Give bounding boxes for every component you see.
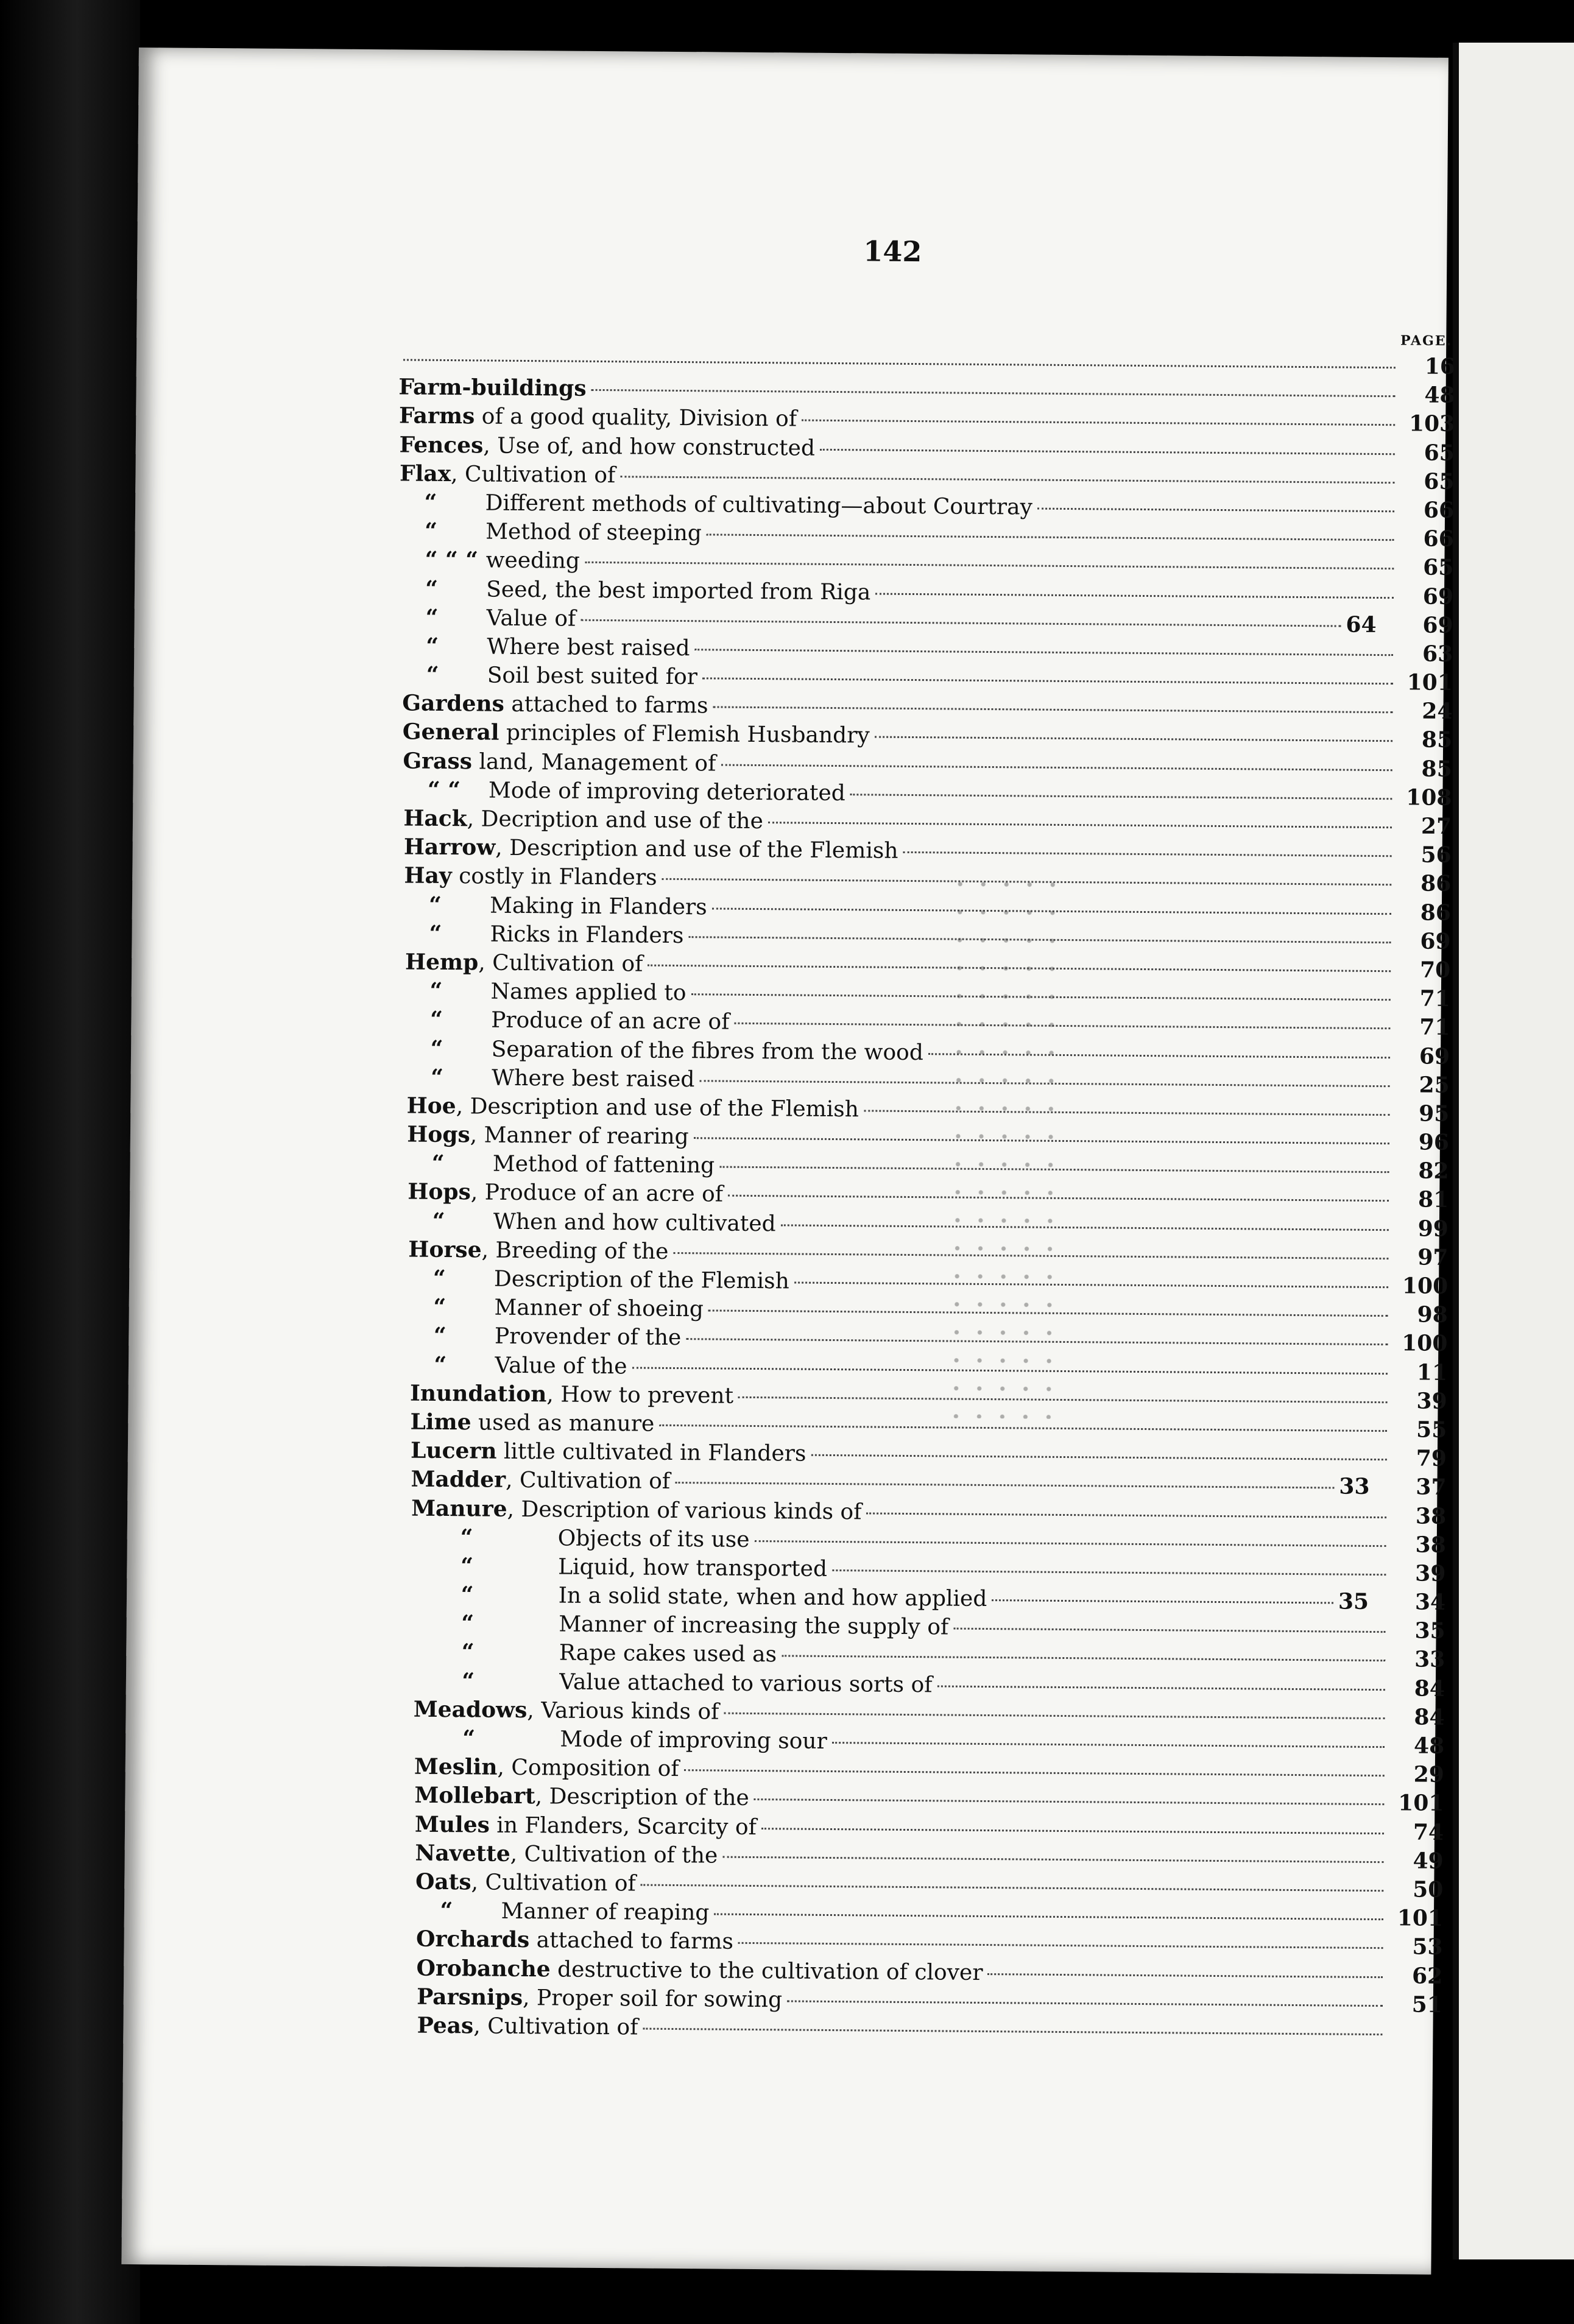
ditto-mark: “ (429, 977, 443, 1004)
entry-headword: Gardens (402, 690, 505, 717)
page-ref: 81 (1417, 1186, 1449, 1213)
dot-leader (686, 1338, 1388, 1345)
entry-label (408, 1179, 723, 1207)
dot-leader (688, 936, 1391, 943)
dot-leader (714, 1914, 1383, 1921)
entry-subtext: , Description and use of the Flemish (495, 835, 898, 864)
page-ref: 39 (1416, 1388, 1447, 1414)
entry-headword: Meslin (414, 1753, 498, 1780)
page-ref: 33 (1414, 1646, 1445, 1673)
dot-leader (875, 736, 1392, 742)
page-ref: 66 (1423, 497, 1455, 523)
entry-headword: Lucern (410, 1437, 497, 1464)
page-ref: 27 (1420, 813, 1452, 839)
entry-label (407, 1122, 689, 1150)
entry-headword: Navette (415, 1840, 510, 1867)
page-ref: 25 (1419, 1072, 1450, 1098)
dot-leader (754, 1798, 1385, 1805)
entry-subtext: , Various kinds of (527, 1697, 719, 1725)
entry-label (403, 748, 716, 776)
dot-leader (722, 1856, 1383, 1863)
page-ref: 74 (1413, 1819, 1444, 1845)
ditto-mark: “ (433, 1323, 446, 1349)
entry-subtext: , Cultivation of (450, 461, 616, 488)
entry-label (404, 863, 657, 890)
ditto-mark: “ (428, 892, 442, 918)
dot-leader (721, 764, 1392, 771)
page-ref: 29 (1413, 1761, 1444, 1788)
entry-headword: Hemp (404, 949, 479, 976)
entry-headword: Horse (408, 1236, 482, 1263)
entry-headword: Hogs (407, 1121, 470, 1148)
entry-subtext: , Decription and use of the (467, 806, 764, 834)
entry-headword: Hops (408, 1178, 471, 1205)
entry-label: Produce of an acre of (490, 1007, 730, 1035)
page-ref: 69 (1419, 1043, 1450, 1069)
dot-leader (719, 1166, 1389, 1174)
page-ref: 16 (1424, 353, 1456, 379)
page-ref: 38 (1415, 1503, 1447, 1529)
entry-label (404, 834, 898, 864)
page-ref: 101 (1406, 669, 1453, 696)
dot-leader (768, 822, 1392, 828)
dot-leader (867, 1512, 1387, 1518)
entry-subtext: costly in Flanders (451, 864, 657, 891)
entry-label: When and how cultivated (493, 1209, 776, 1236)
dot-leader (992, 1599, 1333, 1604)
page-ref: 55 (1416, 1417, 1447, 1443)
page-ref: 84 (1414, 1675, 1445, 1702)
entry-label (417, 1984, 782, 2012)
entry-headword: Farms (398, 403, 475, 429)
dot-leader (648, 965, 1391, 973)
entry-subtext: used as manure (471, 1410, 655, 1437)
entry-subtext: , Cultivation of (473, 2013, 638, 2040)
page-ref: 48 (1424, 382, 1455, 409)
dot-leader (708, 1310, 1388, 1317)
page-ref: 71 (1419, 1014, 1450, 1041)
page-ref: 62 (1411, 1963, 1443, 1989)
dot-leader (832, 1569, 1386, 1576)
page-ref: 65 (1423, 554, 1454, 581)
entry-label (414, 1754, 679, 1781)
entry-subtext: , Breeding of the (481, 1238, 669, 1264)
entry-headword: Manure (411, 1495, 507, 1522)
entry-label: Where best raised (492, 1065, 695, 1092)
entry-label (398, 375, 586, 401)
entry-subtext: destructive to the cultivation of clover (550, 1956, 983, 1985)
entry-label (405, 949, 643, 976)
page-ref: 100 (1402, 1330, 1448, 1357)
dot-leader (724, 1712, 1385, 1719)
entry-label (410, 1409, 654, 1437)
index-entries (385, 345, 1455, 2049)
entry-subtext: , Cultivation of (478, 950, 643, 977)
ditto-mark: “ (461, 1553, 474, 1579)
entry-subtext: attached to farms (529, 1928, 734, 1955)
ditto-mark: “ (432, 1208, 445, 1234)
page-ref: 97 (1417, 1244, 1449, 1270)
entry-label: Making in Flanders (489, 893, 707, 920)
entry-subtext: , Cultivation of the (510, 1841, 718, 1868)
additional-page-ref: 64 (1346, 611, 1377, 638)
page-ref: 48 (1413, 1733, 1445, 1759)
dot-leader (712, 907, 1391, 915)
page-ref: 35 (1414, 1618, 1445, 1644)
dot-leader (707, 533, 1394, 541)
dot-leader (643, 2027, 1382, 2035)
page-ref (1387, 2040, 1442, 2041)
page-ref: 95 (1419, 1100, 1450, 1127)
book-gutter (0, 0, 140, 2324)
ditto-mark: “ (431, 1064, 444, 1090)
page-ref: 63 (1422, 641, 1453, 667)
page-ref: 69 (1422, 612, 1453, 638)
entry-subtext: little cultivated in Flanders (496, 1438, 806, 1467)
ditto-mark: “ (462, 1725, 476, 1752)
entry-label (403, 719, 870, 748)
dot-leader (659, 1424, 1387, 1432)
entry-subtext: , Description of the (535, 1784, 749, 1811)
page-ref: 66 (1423, 526, 1454, 552)
entry-label (415, 1869, 636, 1896)
page-ref: 49 (1413, 1848, 1444, 1874)
entry-headword: Mules (414, 1811, 490, 1838)
entry-label (402, 691, 708, 719)
dot-leader (581, 619, 1341, 627)
dot-leader (591, 389, 1396, 397)
ditto-mark: “ (461, 1582, 474, 1608)
entry-label: Mode of improving sour (560, 1727, 827, 1754)
entry-headword: Parsnips (417, 1984, 523, 2010)
entry-label: Different methods of cultivating—about Courtray (485, 490, 1033, 520)
dot-leader (787, 2000, 1383, 2007)
ditto-mark: “ (426, 633, 439, 659)
page-ref: 34 (1414, 1589, 1446, 1615)
entry-subtext: , Cultivation of (505, 1468, 671, 1495)
entry-label (416, 1955, 983, 1985)
entry-headword: Peas (417, 2012, 474, 2039)
page-ref: 84 (1414, 1704, 1445, 1730)
page-ref: 82 (1418, 1158, 1449, 1185)
entry-subtext: , Use of, and how constructed (483, 433, 816, 461)
entry-label: Liquid, how transported (558, 1554, 828, 1582)
ditto-mark: “ “ “ (425, 547, 479, 573)
dot-leader (713, 706, 1393, 714)
entry-headword: Hoe (406, 1093, 456, 1119)
entry-label: Mode of improving deteriorated (488, 778, 845, 806)
entry-label: Where best raised (487, 634, 690, 661)
dot-leader (988, 1973, 1383, 1978)
dot-leader (691, 993, 1390, 1001)
ditto-mark: “ (425, 576, 439, 602)
dot-leader (673, 1252, 1388, 1259)
page-ref: 101 (1398, 1790, 1444, 1817)
entry-headword: Mollebart (414, 1783, 535, 1809)
entry-headword: Hay (404, 862, 452, 889)
page-ref: 85 (1421, 756, 1452, 782)
page-ref: 100 (1402, 1273, 1449, 1299)
dot-leader (794, 1282, 1388, 1289)
dot-leader (694, 649, 1393, 656)
page-ref: 39 (1415, 1560, 1446, 1586)
entry-label (415, 1840, 718, 1868)
ditto-mark: “ (430, 1007, 443, 1033)
additional-page-ref: 35 (1338, 1588, 1369, 1614)
entry-headword: Orchards (415, 1926, 530, 1953)
page-column-header: PAGE. (1400, 333, 1453, 349)
page-ref: 98 (1417, 1301, 1448, 1328)
entry-subtext: , Manner of rearing (470, 1122, 689, 1150)
page-ref: 85 (1421, 727, 1453, 753)
entry-label: Soil best suited for (487, 663, 698, 690)
dot-leader (662, 878, 1392, 886)
dot-leader (1037, 508, 1394, 513)
page-ref: 70 (1419, 957, 1451, 983)
entry-label: Method of fattening (492, 1151, 715, 1178)
dot-leader (755, 1540, 1386, 1547)
page-ref: 101 (1397, 1905, 1444, 1932)
entry-headword: Madder (411, 1466, 506, 1493)
page-ref: 103 (1408, 410, 1455, 437)
entry-label: Value attached to various sorts of (559, 1669, 933, 1697)
entry-headword: Flax (399, 460, 451, 487)
entry-subtext: principles of Flemish Husbandry (499, 720, 870, 748)
dot-leader (802, 420, 1395, 426)
entry-label: Objects of its use (557, 1526, 750, 1552)
entry-headword: Orobanche (416, 1955, 551, 1982)
dot-leader (738, 1942, 1383, 1949)
ditto-mark: “ (431, 1150, 445, 1177)
dot-leader (694, 1137, 1389, 1144)
entry-headword: Harrow (403, 834, 496, 861)
dot-leader (937, 1685, 1385, 1691)
dot-leader (864, 1110, 1389, 1116)
entry-subtext: , Description and use of the Flemish (456, 1094, 859, 1122)
facing-page-edge (1453, 43, 1574, 2259)
entry-label: Names applied to (490, 979, 686, 1006)
entry-headword: Fences (399, 431, 484, 459)
entry-headword: Lime (410, 1409, 471, 1435)
entry-headword: Farm-buildings (398, 374, 587, 401)
entry-subtext: , Composition of (497, 1755, 679, 1782)
dot-leader (953, 1628, 1385, 1633)
entry-label: Ricks in Flanders (490, 921, 684, 948)
entry-subtext: , Description of various kinds of (507, 1496, 862, 1524)
entry-label (411, 1467, 670, 1494)
dot-leader (738, 1396, 1388, 1403)
entry-label (417, 2013, 638, 2040)
ditto-mark: “ (433, 1294, 446, 1320)
page-ref: 69 (1420, 928, 1451, 954)
dot-leader (850, 794, 1392, 800)
entry-label: weeding (485, 548, 581, 574)
page-ref: 79 (1416, 1445, 1447, 1472)
entry-subtext: in Flanders, Scarcity of (489, 1812, 757, 1840)
page-ref: 53 (1412, 1934, 1443, 1960)
ditto-mark: “ (460, 1524, 473, 1551)
entry-label (407, 1093, 859, 1122)
entry-label (399, 432, 815, 460)
dot-leader (734, 1023, 1390, 1029)
entry-label (414, 1783, 749, 1811)
page-ref: 11 (1416, 1359, 1448, 1386)
entry-label (399, 403, 797, 432)
dot-leader (632, 1367, 1388, 1375)
entry-label: Value of the (495, 1353, 627, 1379)
entry-subtext: attached to farms (504, 691, 708, 719)
page-ref: 99 (1417, 1216, 1449, 1242)
entry-label: Seed, the best imported from Riga (486, 577, 871, 605)
dot-leader (761, 1828, 1384, 1834)
dot-leader (811, 1454, 1386, 1460)
ditto-mark: “ (425, 518, 438, 544)
additional-page-ref: 33 (1339, 1473, 1370, 1500)
page-ref: 71 (1419, 985, 1450, 1012)
dot-leader (875, 593, 1394, 599)
index-page (121, 48, 1456, 2275)
entry-label (408, 1236, 668, 1264)
entry-label (400, 460, 616, 488)
page-ref: 96 (1418, 1129, 1450, 1156)
ditto-mark: “ (425, 604, 439, 630)
entry-label (410, 1380, 733, 1408)
dot-leader (702, 677, 1393, 685)
page-number: 142 (863, 234, 922, 269)
entry-headword: General (402, 719, 499, 746)
dot-leader (928, 1053, 1390, 1058)
entry-subtext: , How to prevent (546, 1382, 734, 1409)
entry-label (403, 805, 763, 834)
entry-subtext: , Produce of an acre of (470, 1180, 724, 1208)
dot-leader (903, 851, 1391, 857)
entry-label: Manner of reaping (501, 1898, 710, 1926)
page-ref: 50 (1413, 1876, 1444, 1903)
dot-leader (832, 1742, 1385, 1748)
entry-label (415, 1811, 757, 1839)
ditto-mark: “ (462, 1667, 475, 1694)
entry-label (411, 1495, 862, 1524)
entry-label (416, 1926, 733, 1954)
dot-leader (684, 1769, 1385, 1776)
page-ref: 86 (1420, 870, 1452, 897)
page-ref: 86 (1420, 900, 1452, 926)
entry-label: Separation of the fibres from the wood (491, 1037, 923, 1065)
entry-headword: Meadows (413, 1696, 528, 1723)
dot-leader (699, 1080, 1389, 1087)
ditto-mark: “ (440, 1898, 453, 1924)
dot-leader (782, 1655, 1385, 1662)
page-ref: 56 (1420, 842, 1452, 868)
entry-label: Rape cakes used as (559, 1640, 777, 1667)
entry-subtext: of a good quality, Division of (475, 404, 797, 432)
ditto-mark: “ (432, 1265, 446, 1292)
ditto-mark: “ (461, 1639, 475, 1665)
dot-leader (641, 1884, 1384, 1892)
entry-headword: Hack (403, 805, 467, 832)
entry-subtext: land, Management of (471, 748, 716, 776)
ditto-mark: “ “ (427, 776, 461, 803)
dot-leader (820, 448, 1395, 454)
dot-leader (728, 1195, 1389, 1202)
ditto-mark: “ (430, 1035, 443, 1062)
ditto-mark: “ (424, 489, 437, 515)
entry-label: Value of (486, 605, 576, 632)
ditto-mark: “ (426, 661, 439, 688)
ditto-mark: “ (429, 920, 442, 946)
page-ref: 65 (1424, 468, 1455, 495)
ditto-mark: “ (434, 1351, 447, 1378)
entry-label: Method of steeping (485, 519, 702, 546)
page-ref: 37 (1416, 1474, 1447, 1501)
page-ref: 24 (1422, 698, 1453, 725)
dot-leader (585, 562, 1394, 569)
dot-leader (620, 476, 1394, 484)
entry-label: Manner of increasing the supply of (559, 1611, 949, 1640)
entry-headword: Oats (415, 1868, 471, 1895)
page-ref: 65 (1424, 440, 1455, 466)
page-ref: 108 (1406, 784, 1452, 811)
entry-label: In a solid state, when and how applied (558, 1583, 987, 1612)
entry-headword: Grass (403, 748, 473, 774)
page-ref: 51 (1411, 1991, 1442, 2018)
page-ref: 38 (1415, 1532, 1446, 1558)
page-ref: 69 (1422, 583, 1454, 610)
dot-leader (675, 1482, 1334, 1488)
entry-label: Description of the Flemish (493, 1266, 789, 1294)
entry-headword: Inundation (409, 1380, 547, 1407)
entry-label: Manner of shoeing (494, 1295, 704, 1322)
entry-label (411, 1438, 806, 1467)
entry-subtext: , Cultivation of (471, 1870, 636, 1896)
entry-subtext: , Proper soil for sowing (522, 1985, 783, 2013)
dot-leader (403, 359, 1396, 368)
entry-label: Provender of the (494, 1324, 682, 1351)
entry-label (414, 1696, 719, 1724)
ditto-mark: “ (461, 1610, 475, 1636)
dot-leader (781, 1224, 1389, 1231)
